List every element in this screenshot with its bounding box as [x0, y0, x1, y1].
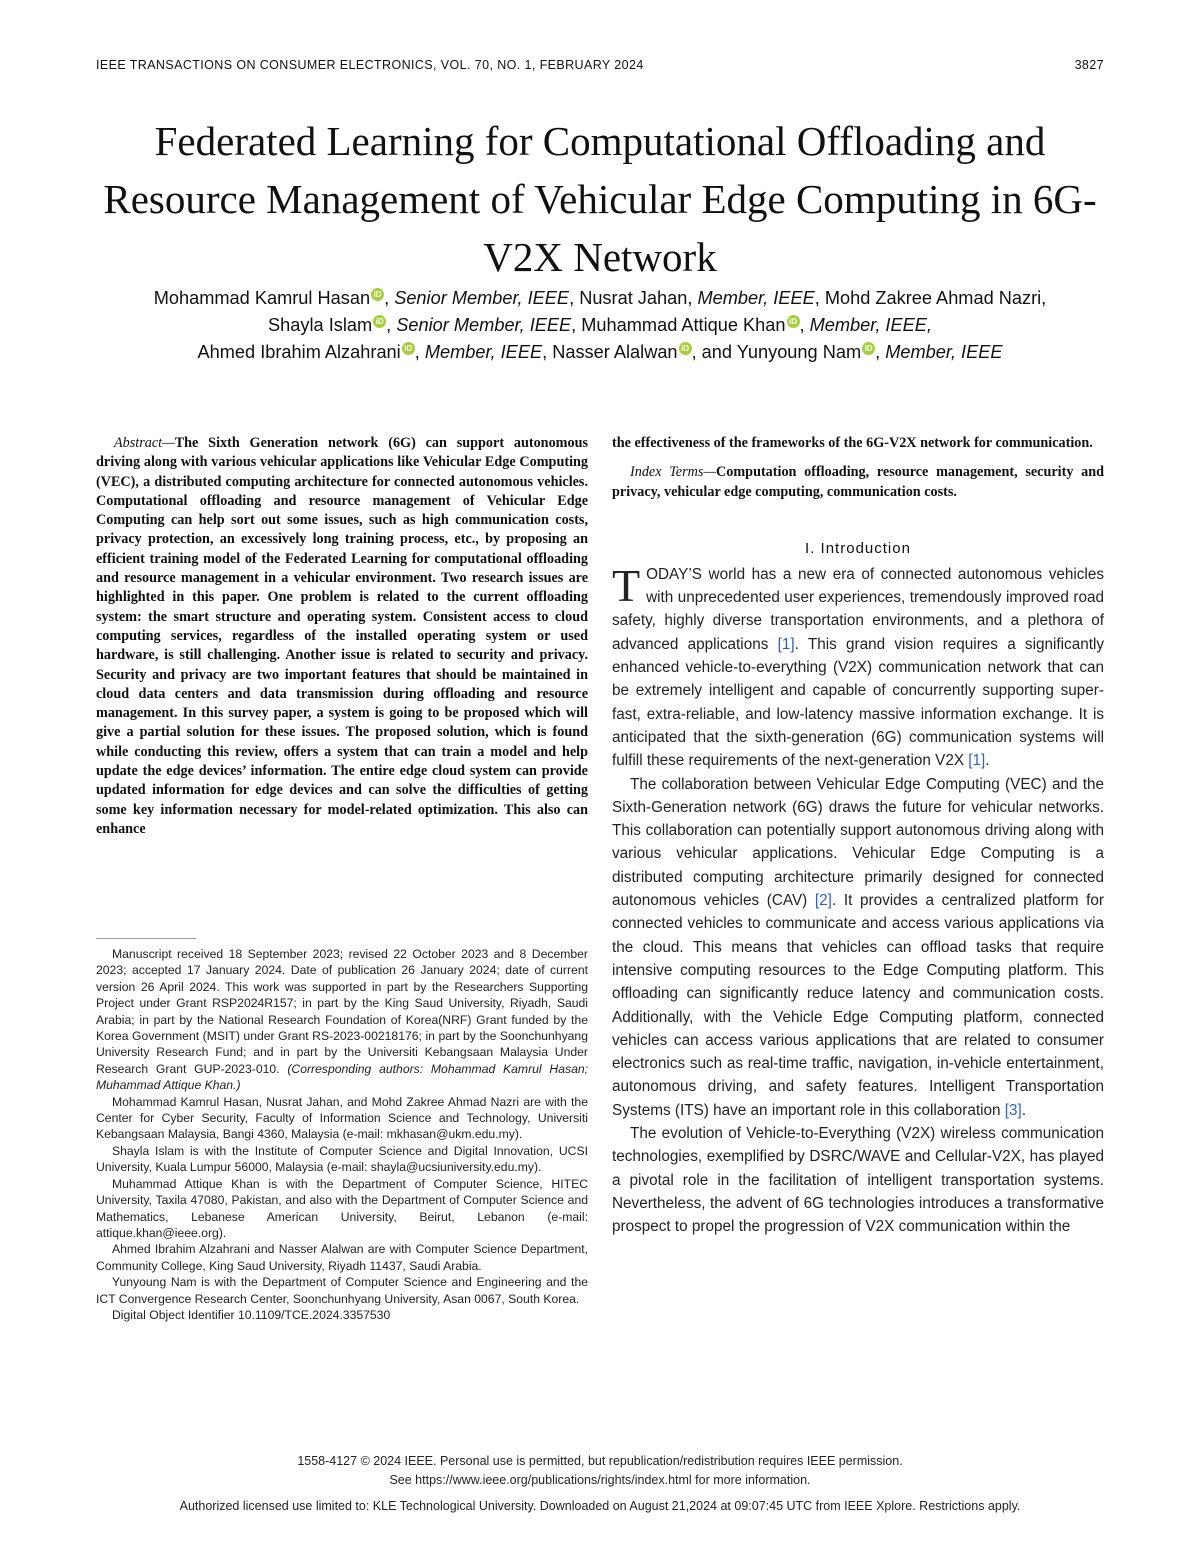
author-role: Member, IEEE, [809, 315, 932, 335]
author-list: Mohammad Kamrul Hasan iD , Senior Member, IEEE, Nusrat Jahan, Member, IEEE, Mohd Zakree Ahmad Nazri, Shayla Islam iD , Senior Member, IEEE, Muhammad Attique Khan iD , Member, IEEE, Ahmed Ibrahim Alzahrani iD , Member, IEEE, Nasser Alalwan iD , and Yunyoung Nam iD , Member, IEEE [153, 288, 1047, 362]
index-terms [612, 463, 1104, 502]
license-footer: Authorized licensed use limited to: KLE Technological University. Downloaded on August 21,2024 at 09:07:45 UTC from IEEE Xplore. Restrictions apply. [179, 1499, 1021, 1513]
orcid-icon[interactable]: iD [787, 315, 800, 328]
paper-title: Federated Learning for Computational Offloading and Resource Management of Vehicular Edge Computing in 6G-V2X Network [103, 118, 1097, 280]
copyright-line: 1558-4127 © 2024 IEEE. Personal use is permitted, but republication/redistribution requires IEEE permission. [297, 1454, 903, 1468]
footnote: Shayla Islam is with the Institute of Computer Science and Digital Innovation, UCSI University, Kuala Lumpur 56000, Malaysia (e-mail: shayla@ucsiuniversity.edu.my). [96, 1143, 588, 1175]
running-header [96, 58, 1104, 76]
orcid-icon[interactable]: iD [373, 315, 386, 328]
author-role: Member, IEEE [424, 342, 543, 362]
paragraph: The evolution of Vehicle-to-Everything (V2X) wireless communication technologies, exemplified by DSRC/WAVE and Cellular-V2X, has played a pivotal role in the facilitation of intelligent transportation systems. Nevertheless, the advent of 6G technologies introduces a transformative prospect to propel the progression of V2X communication within the [612, 1125, 1104, 1236]
citation-link[interactable]: [3] [1004, 1101, 1022, 1119]
doi[interactable]: Digital Object Identifier 10.1109/TCE.2024.3357530 [112, 1307, 391, 1322]
footnote: Muhammad Attique Khan is with the Department of Computer Science, HITEC University, Taxila 47080, Pakistan, and also with the Department of Computer Science and Mathematics, Lebanese American University, Beirut, Lebanon (e-mail: attique.khan@ieee.org). [96, 1176, 588, 1240]
author-name: Nusrat Jahan, [579, 288, 693, 308]
rights-link[interactable]: See https://www.ieee.org/publications/rights/index.html for more information. [389, 1473, 811, 1487]
abstract [96, 434, 588, 839]
abstract-continuation: the effectiveness of the frameworks of the 6G-V2X network for communication. [612, 435, 1093, 451]
footnote: Manuscript received 18 September 2023; revised 22 October 2023 and 8 December 2023; accepted 17 January 2024. Date of publication 26 January 2024; date of current version 26 April 2024. This work was supported in part by the Researchers Supporting Project under Grant RSP2024R157; in part by the King Saud University, Riyadh, Saudi Arabia; in part by the National Research Foundation of Korea(NRF) Grant funded by the Korea Government (MSIT) under Grant RS-2023-00218176; in part by the Soonchunhyang University Research Fund; and in part by the Universiti Kebangsaan Malaysia Under Research Grant GUP-2023-010. (Corresponding authors: Mohammad Kamrul Hasan; Muhammad Attique Khan.) [96, 947, 589, 1093]
orcid-icon[interactable]: iD [679, 342, 692, 355]
citation-link[interactable]: [1] [777, 635, 795, 653]
section-heading: I. Introduction [805, 539, 911, 557]
orcid-icon[interactable]: iD [402, 342, 415, 355]
footnote: Mohammad Kamrul Hasan, Nusrat Jahan, and Mohd Zakree Ahmad Nazri are with the Center for Cyber Security, Faculty of Information Science and Technology, Universiti Kebangsaan Malaysia, Bangi 4360, Malaysia (e-mail: mkhasan@ukm.edu.my). [96, 1094, 588, 1142]
author-name: Nasser Alalwan [552, 342, 678, 362]
drop-cap: T [612, 559, 641, 611]
paragraph: The collaboration between Vehicular Edge Computing (VEC) and the Sixth-Generation network (6G) draws the future for vehicular networks. This collaboration can potentially support autonomous driving along with various vehicular applications. Vehicular Edge Computing is a distributed computing architecture primarily designed for connected autonomous vehicles (CAV) [2]. It provides a centralized platform for connected vehicles to communicate and access various applications via the cloud. This means that vehicles can offload tasks that require intensive computing resources to the Edge Computing platform. This offloading can significantly reduce latency and communication costs. Additionally, with the Vehicle Edge Computing platform, connected vehicles can access various applications that are related to consumer electronics such as real-time traffic, navigation, in-vehicle entertainment, autonomous driving, and safety features. Intelligent Transportation Systems (ITS) have an important role in this collaboration [3]. [612, 775, 1104, 1119]
orcid-icon[interactable]: iD [862, 342, 875, 355]
paragraph: TODAY’S world has a new era of connected autonomous vehicles with unprecedented user experiences, tremendously improved road safety, highly diverse transportation environments, and a plethora of advanced applications [1]. This grand vision requires a significantly enhanced vehicle-to-everything (V2X) communication network that can be extremely intelligent and capable of concurrently supporting super-fast, extra-reliable, and low-latency massive information exchange. It is anticipated that the sixth-generation (6G) communication systems will fulfill these requirements of the next-generation V2X [1]. [612, 559, 1105, 770]
abstract-text: The Sixth Generation network (6G) can support autonomous driving along with various vehicular applications like Vehicular Edge Computing (VEC), a distributed computing architecture for connected autonomous vehicles. Computational offloading and resource management of Vehicular Edge Computing can help sort out some issues, such as high communication costs, privacy protection, an excessively long training process, etc., by proposing an efficient training model of the Federated Learning for computational offloading and resource management in a vehicular environment. Two research issues are highlighted in this paper. One problem is related to the current offloading system: the smart structure and operating system. Consistent access to cloud computing services, regardless of the installed operating system or used hardware, is still challenging. Another issue is related to security and privacy. Security and privacy are two important features that should be maintained in cloud data centers and data transmission during offloading and resource management. In this survey paper, a system is going to be proposed which will give a partial solution for these issues. The proposed solution, which is found while conducting this review, offers a system that can train a model and help update the edge devices’ information. The entire edge cloud system can provide updated information for edge devices and can solve the difficulties of getting some key information necessary for model-related optimization. This also can enhance [96, 435, 588, 837]
index-terms-text: Computation offloading, resource management, security and privacy, vehicular edge computing, communication costs. [612, 464, 1104, 500]
citation-link[interactable]: [2] [814, 892, 832, 910]
footnote-divider [96, 938, 196, 939]
index-terms-label: Index Terms— [630, 464, 717, 481]
section-body [612, 559, 1105, 1239]
author-role: Senior Member, IEEE [394, 288, 570, 308]
author-name: Shayla Islam [268, 315, 373, 335]
left-column [96, 434, 588, 839]
citation-link[interactable]: [1] [968, 752, 986, 770]
author-name: Mohammad Kamrul Hasan [153, 288, 371, 308]
author-role: Senior Member, IEEE [396, 315, 572, 335]
footnotes [96, 946, 588, 1323]
author-name: Muhammad Attique Khan [581, 315, 786, 335]
abstract-label: Abstract— [114, 435, 175, 451]
author-role: Member, IEEE [885, 342, 1003, 362]
author-name: Ahmed Ibrahim Alzahrani [197, 342, 401, 362]
footnote: Yunyoung Nam is with the Department of Computer Science and Engineering and the ICT Convergence Research Center, Soonchunhyang University, Asan 0067, South Korea. [96, 1275, 588, 1306]
footnote: Ahmed Ibrahim Alzahrani and Nasser Alalwan are with Computer Science Department, Community College, King Saud University, Riyadh 11437, Saudi Arabia. [96, 1242, 588, 1273]
corresponding-authors: (Corresponding authors: Mohammad Kamrul Hasan; Muhammad Attique Khan.) [96, 1061, 589, 1093]
right-column [612, 434, 1104, 1239]
author-name: Mohd Zakree Ahmad Nazri, [824, 288, 1047, 308]
page-number: 3827 [1074, 58, 1104, 72]
journal-name: IEEE TRANSACTIONS ON CONSUMER ELECTRONICS, VOL. 70, NO. 1, FEBRUARY 2024 [96, 58, 644, 72]
author-name: and Yunyoung Nam [701, 342, 862, 362]
author-role: Member, IEEE [697, 288, 815, 308]
copyright-notice [96, 1452, 1104, 1490]
orcid-icon[interactable]: iD [371, 288, 384, 301]
